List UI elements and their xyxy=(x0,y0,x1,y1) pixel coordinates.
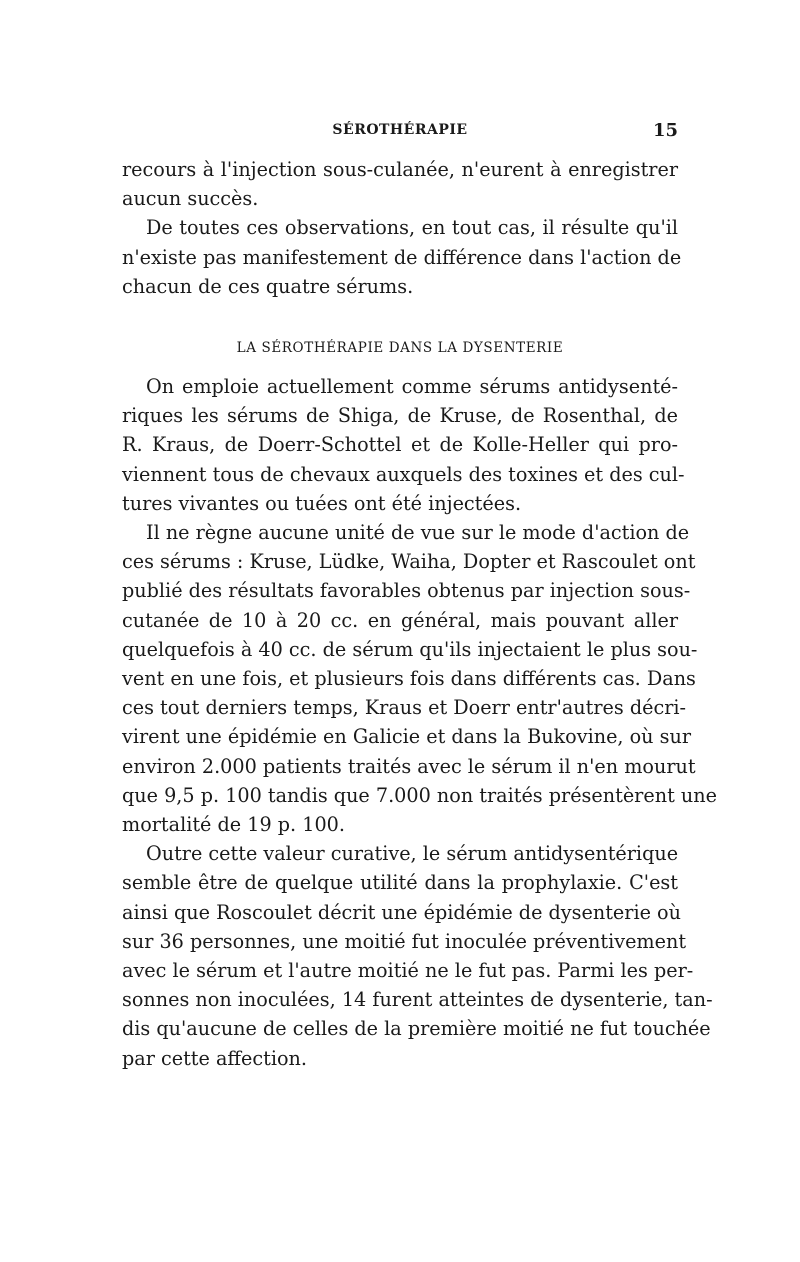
text-line: ainsi que Roscoulet décrit une épidémie de dysenterie où xyxy=(122,900,681,924)
text-line: dis qu'aucune de celles de la première moitié ne fut touchée xyxy=(122,1017,711,1041)
paragraph-prophylaxis xyxy=(122,839,713,1073)
text-line: recours à l'injection sous-culanée, n'eurent à enregistrer xyxy=(122,158,678,181)
section-heading: LA SÉROTHÉRAPIE DANS LA DYSENTERIE xyxy=(236,340,564,356)
text-line: avec le sérum et l'autre moitié ne le fut pas. Parmi les per- xyxy=(122,959,694,983)
text-line: que 9,5 p. 100 tandis que 7.000 non traités présentèrent une xyxy=(122,783,717,807)
page-number: 15 xyxy=(652,120,678,141)
text-line: tures vivantes ou tuées ont été injectées. xyxy=(122,491,522,515)
text-line: aucun succès. xyxy=(122,187,259,211)
text-line: cutanée de 10 à 20 cc. en général, mais pouvant aller xyxy=(122,608,678,632)
section-text xyxy=(122,372,717,1073)
text-line: publié des résultats favorables obtenus par injection sous- xyxy=(122,579,691,603)
text-line: chacun de ces quatre sérums. xyxy=(122,274,414,298)
text-line: sonnes non inoculées, 14 furent atteintes de dysenterie, tan- xyxy=(122,988,713,1012)
text-line: quelquefois à 40 cc. de sérum qu'ils injectaient le plus sou- xyxy=(122,637,698,661)
paragraph-results xyxy=(122,518,717,839)
text-line: mortalité de 19 p. 100. xyxy=(122,813,345,837)
text-line: Il ne règne aucune unité de vue sur le mode d'action de xyxy=(146,521,690,545)
text-line: semble être de quelque utilité dans la prophylaxie. C'est xyxy=(122,871,678,895)
text-line: vent en une fois, et plusieurs fois dans différents cas. Dans xyxy=(122,667,696,691)
text-line: par cette affection. xyxy=(122,1046,307,1070)
running-title: SÉROTHÉRAPIE xyxy=(332,122,468,138)
paragraph-sera-list xyxy=(122,372,685,518)
text-line: environ 2.000 patients traités avec le sérum il n'en mourut xyxy=(122,754,696,778)
intro-text xyxy=(122,155,682,301)
running-head xyxy=(122,120,678,142)
paragraph-continuation xyxy=(122,155,678,213)
text-line: On emploie actuellement comme sérums antidysenté- xyxy=(146,375,678,398)
text-line: n'existe pas manifestement de différence dans l'action de xyxy=(122,245,682,269)
text-line: virent une épidémie en Galicie et dans la Bukovine, où sur xyxy=(122,725,692,749)
text-line: ces tout derniers temps, Kraus et Doerr entr'autres décri- xyxy=(122,696,687,720)
paragraph-observations xyxy=(122,213,682,301)
text-line: riques les sérums de Shiga, de Kruse, de Rosenthal, de xyxy=(122,404,678,428)
text-line: Outre cette valeur curative, le sérum antidysentérique xyxy=(146,842,679,866)
text-line: sur 36 personnes, une moitié fut inoculée préventivement xyxy=(122,929,687,953)
text-line: R. Kraus, de Doerr-Schottel et de Kolle-Heller qui pro- xyxy=(122,433,678,457)
text-line: De toutes ces observations, en tout cas, il résulte qu'il xyxy=(146,216,678,240)
text-line: ces sérums : Kruse, Lüdke, Waiha, Dopter et Rascoulet ont xyxy=(122,550,696,574)
text-line: viennent tous de chevaux auxquels des toxines et des cul- xyxy=(122,462,685,486)
